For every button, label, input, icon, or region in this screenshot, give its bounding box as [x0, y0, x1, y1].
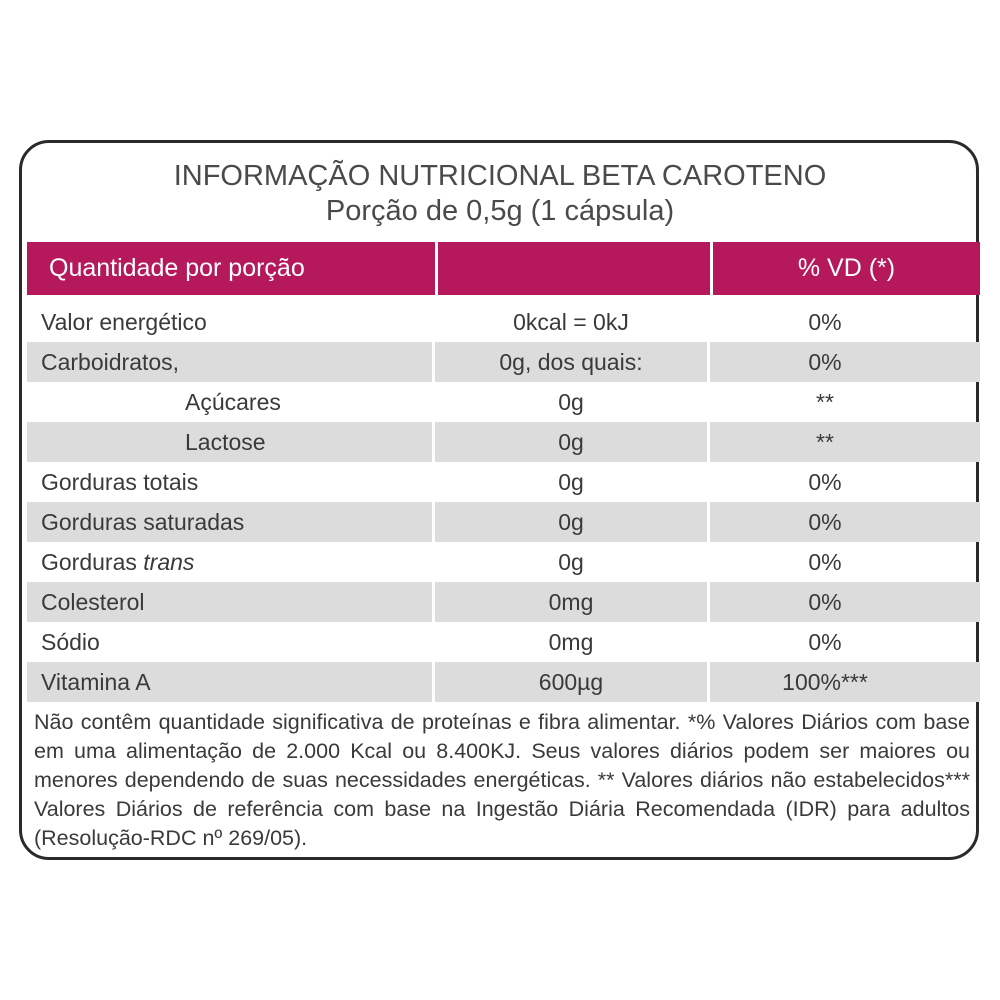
nutrient-vd: 0%: [808, 349, 842, 375]
table-row: [27, 342, 980, 382]
table-row: [27, 542, 980, 582]
table-row: [27, 622, 980, 662]
nutrient-amount: 0g: [435, 502, 710, 542]
nutrient-vd: 0%: [808, 469, 842, 495]
nutrient-amount: 0g: [558, 389, 584, 415]
nutrient-vd: 100%***: [782, 669, 868, 695]
table-row: [27, 462, 980, 502]
header-amount: [438, 242, 710, 295]
nutrient-name: [27, 542, 435, 582]
footnote: Não contêm quantidade significativa de proteínas e fibra alimentar. *% Valores Diários com base em uma alimentação de 2.000 Kcal ou 8.400KJ. Seus valores diários podem ser maiores ou menores dependendo de suas necessidades energéticas. ** Valores diários não estabelecidos*** Valores Diários de referência com base na Ingestão Diária Recomendada (IDR) para adultos (Resolução-RDC nº 269/05).: [34, 710, 970, 850]
nutrient-name: Carboidratos,: [27, 342, 435, 382]
table-row: [27, 582, 980, 622]
nutrient-amount: 0g: [435, 422, 710, 462]
nutrient-name: Açúcares: [185, 389, 281, 415]
table-row: [27, 382, 980, 422]
nutrient-amount: 0mg: [548, 629, 594, 655]
nutrient-name: Colesterol: [27, 582, 435, 622]
nutrient-name: Gorduras saturadas: [27, 502, 435, 542]
nutrient-amount: 600µg: [435, 662, 710, 702]
nutrient-amount: 0kcal = 0kJ: [513, 309, 629, 335]
table-row: [27, 422, 980, 462]
nutrient-vd: 0%: [808, 589, 842, 615]
nutrient-amount: 0g: [558, 549, 584, 575]
serving-size: Porção de 0,5g (1 cápsula): [325, 195, 675, 227]
header-quantity: Quantidade por porção: [27, 242, 435, 295]
nutrient-name-italic: trans: [143, 549, 195, 575]
nutrient-name: Lactose: [27, 422, 435, 462]
table-row: [27, 662, 980, 702]
nutrient-vd: 0%: [808, 309, 842, 335]
nutrient-vd: 0%: [808, 509, 842, 535]
nutrient-vd: 0%: [808, 629, 842, 655]
nutrient-name-prefix: Gorduras: [41, 549, 144, 575]
nutrient-vd: 0%: [808, 549, 842, 575]
nutrient-amount: 0g: [558, 469, 584, 495]
header-daily-value: % VD (*): [713, 242, 980, 295]
table-body: [27, 302, 980, 702]
table-title: INFORMAÇÃO NUTRICIONAL BETA CAROTENO: [173, 160, 827, 192]
nutrient-name: Valor energético: [41, 309, 207, 335]
nutrient-amount: 0mg: [435, 582, 710, 622]
table-row: [27, 302, 980, 342]
table-header: [27, 242, 980, 295]
nutrient-name: Gorduras totais: [41, 469, 199, 495]
nutrient-vd: **: [816, 429, 834, 455]
nutrient-vd: **: [816, 389, 834, 415]
table-row: [27, 502, 980, 542]
nutrient-name: Vitamina A: [27, 662, 435, 702]
nutrient-amount: 0g, dos quais:: [435, 342, 710, 382]
nutrient-name: Sódio: [41, 629, 100, 655]
